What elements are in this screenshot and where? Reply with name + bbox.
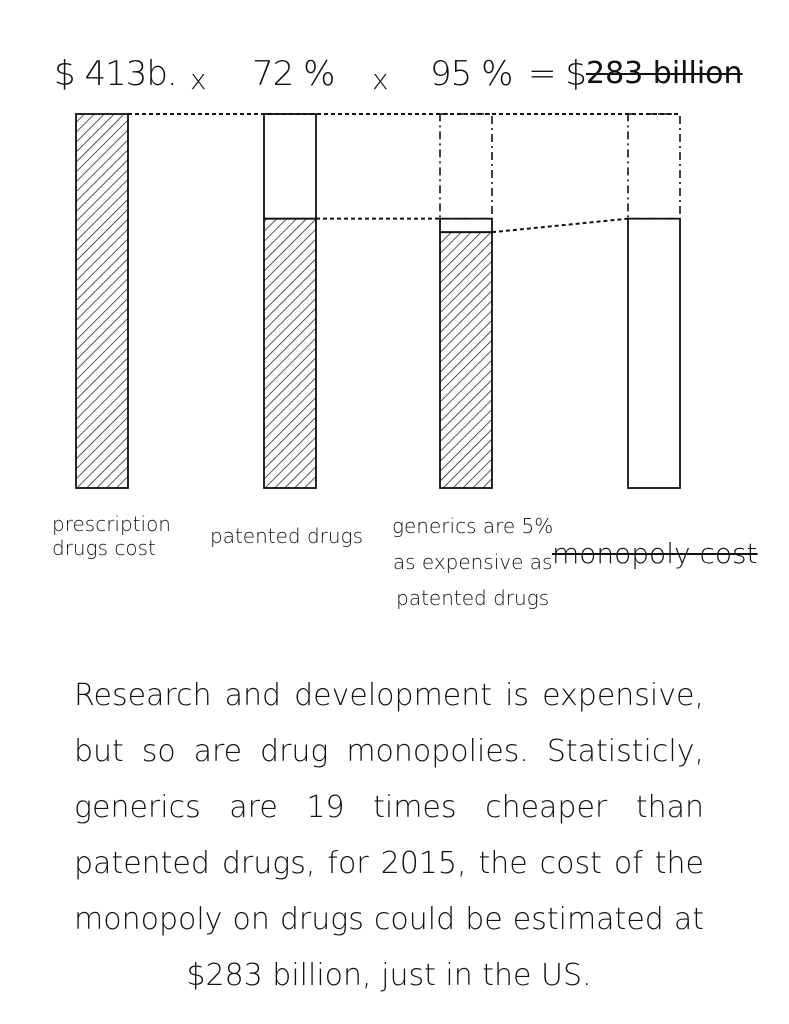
bar-2-generic-band — [440, 219, 492, 232]
bar-0-shaded — [76, 114, 128, 488]
bar-1-shaded — [264, 219, 316, 488]
bar-3-monopoly-outline — [628, 219, 680, 488]
category-label-generics: generics are 5% as expensive as patented drugs — [392, 514, 554, 610]
category-label-prescription: prescription drugs cost — [52, 512, 171, 560]
caption-text: Research and development is expensive, but so are drug monopolies. Statisticly, generics are 19 times cheaper than patented drugs, for 2015, the cost of the monopoly on drugs could be estimated at $283 billion, just in the US. — [74, 678, 704, 993]
equation-term-total: $ 413b. — [54, 54, 177, 94]
category-label-monopoly-text: monopoly cost — [552, 537, 758, 570]
bar-2-removed-outline — [440, 114, 492, 219]
equation-result-value: 283 billion — [586, 56, 743, 91]
category-label-patented: patented drugs — [210, 524, 363, 548]
bar-1-unshaded — [264, 114, 316, 219]
equation-term-patented-share: 72 % — [252, 54, 335, 94]
guide-line-generics — [492, 219, 628, 232]
bars-layer — [76, 114, 680, 488]
equation-equals: = $ — [528, 54, 586, 94]
bar-2-shaded — [440, 232, 492, 488]
guide-lines — [128, 114, 680, 232]
equation-term-savings-share: 95 % — [430, 54, 513, 94]
equation-operator-2: x — [372, 63, 388, 96]
bar-3-removed-outline — [628, 114, 680, 219]
equation-operator-1: x — [190, 63, 206, 96]
category-label-monopoly — [552, 518, 758, 570]
